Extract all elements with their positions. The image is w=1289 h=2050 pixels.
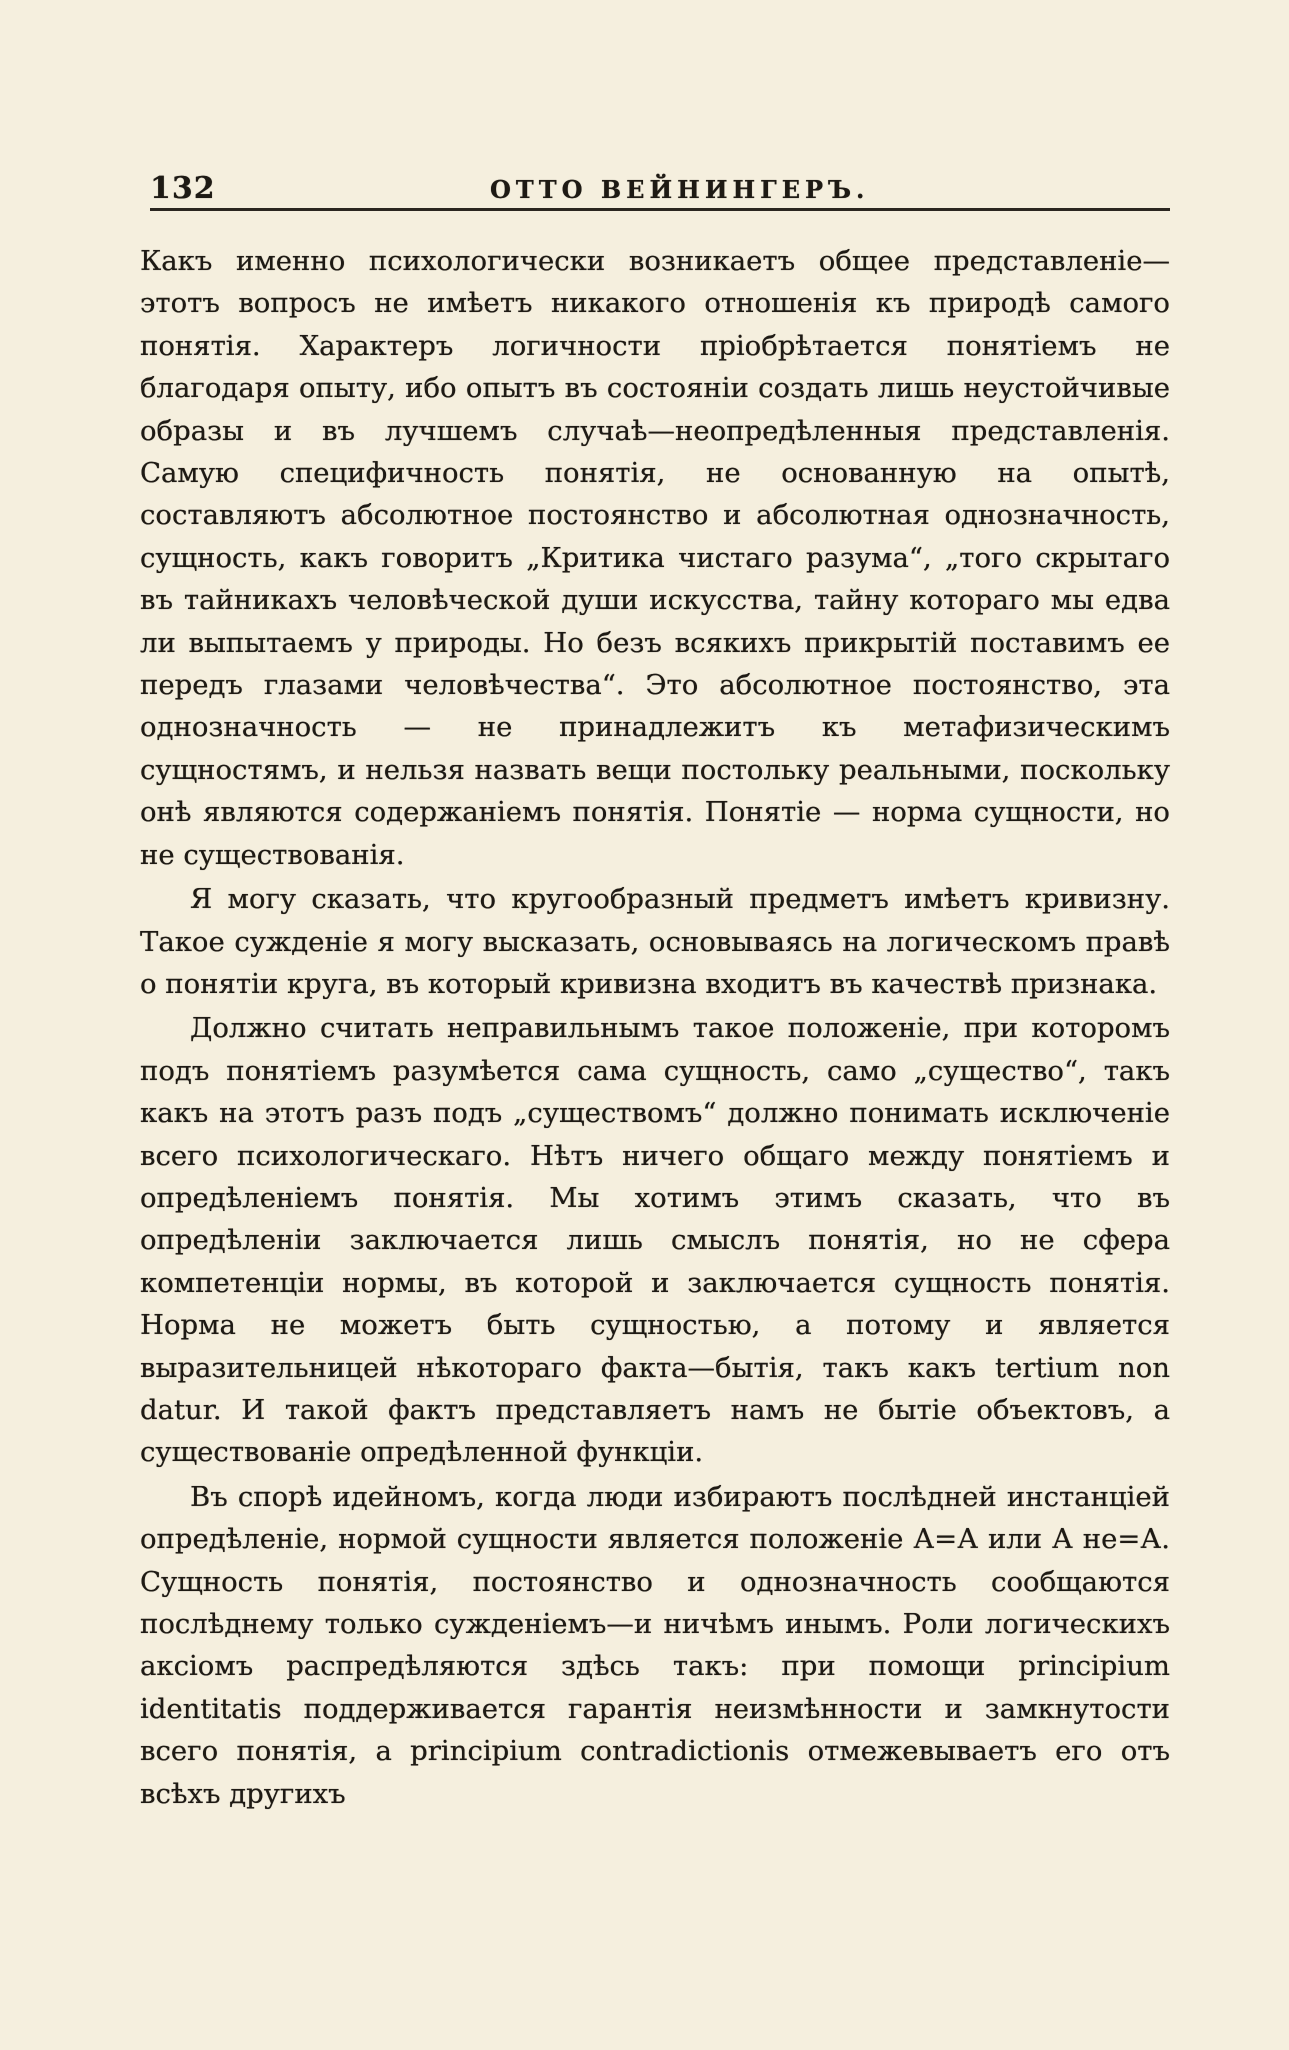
- paragraph: Должно считать неправильнымъ такое положеніе, при которомъ подъ понятіемъ разумѣется сама сущность, само „существо“, такъ какъ на этотъ разъ подъ „существомъ“ должно понимать исключеніе всего психологическаго. Нѣтъ ничего общаго между понятіемъ и опредѣленіемъ понятія. Мы хотимъ этимъ сказать, что въ опредѣленіи заключается лишь смыслъ понятія, но не сфера компетенціи нормы, въ которой и заключается сущность понятія. Норма не можетъ быть сущностью, а потому и является выразительницей нѣкотораго факта—бытія, такъ какъ tertium non datur. И такой фактъ представляетъ намъ не бытіе объектовъ, а существованіе опредѣленной функціи.: [140, 1012, 1170, 1469]
- paragraph: Какъ именно психологически возникаетъ общее представленіе—этотъ вопросъ не имѣетъ никакого отношенія къ природѣ самого понятія. Характеръ логичности пріобрѣтается понятіемъ не благодаря опыту, ибо опытъ въ состояніи создать лишь неустойчивые образы и въ лучшемъ случаѣ—неопредѣленныя представленія. Самую специфичность понятія, не основанную на опытѣ, составляютъ абсолютное постоянство и абсолютная однозначность, сущность, какъ говоритъ „Критика чистаго разума“, „того скрытаго въ тайникахъ человѣческой души искусства, тайну котораго мы едва ли выпытаемъ у природы. Но безъ всякихъ прикрытій поставимъ ее передъ глазами человѣчества“. Это абсолютное постоянство, эта однозначность — не принадлежитъ къ метафизическимъ сущностямъ, и нельзя назвать вещи постольку реальными, поскольку онѣ являются содержаніемъ понятія. Понятіе — норма сущности, но не существованія.: [140, 245, 1170, 871]
- running-title: ОТТО ВЕЙНИНГЕРЪ.: [490, 175, 870, 204]
- body-text: [140, 240, 1170, 1817]
- page-header: [150, 160, 1170, 211]
- paragraph: Я могу сказать, что кругообразный предметъ имѣетъ кривизну. Такое сужденіе я могу высказать, основываясь на логическомъ правѣ о понятіи круга, въ который кривизна входитъ въ качествѣ признака.: [140, 883, 1170, 1000]
- page-number: 132: [150, 171, 216, 206]
- paragraph: Въ спорѣ идейномъ, когда люди избираютъ послѣдней инстанціей опредѣленіе, нормой сущности является положеніе А=А или А не=А. Сущность понятія, постоянство и однозначность сообщаются послѣднему только сужденіемъ—и ничѣмъ инымъ. Роли логическихъ аксіомъ распредѣляются здѣсь такъ: при помощи principium identitatis поддерживается гарантія неизмѣнности и замкнутости всего понятія, а principium contradictionis отмежевываетъ его отъ всѣхъ другихъ: [140, 1480, 1170, 1810]
